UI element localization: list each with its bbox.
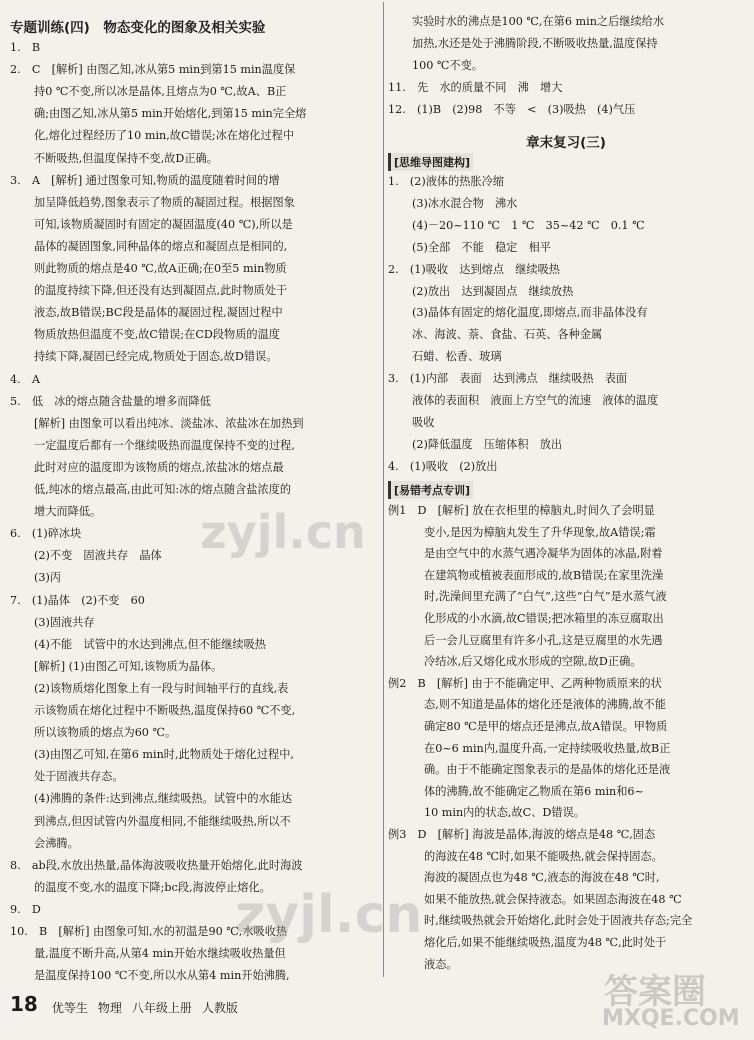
answer-line: (3)丙 <box>34 571 62 585</box>
answer-line: 确定80 ℃是甲的熔点还是沸点,故A错误。甲物质 <box>424 720 668 733</box>
answer-line: 处于固液共存态。 <box>34 770 124 784</box>
answer-line: 冰、海波、萘、食盐、石英、各种金属 <box>412 328 603 342</box>
answer-line: 持续下降,凝固已经完成,物质处于固态,故D错误。 <box>34 350 278 364</box>
answer-line: 在0~6 min内,温度升高,一定持续吸收热量,故B正 <box>424 741 671 755</box>
page-footer <box>10 990 238 1016</box>
answer-line: 确;由图乙知,冰从第5 min开始熔化,到第15 min完全熔 <box>34 107 307 121</box>
answer-line: (3)晶体有固定的熔化温度,即熔点,而非晶体没有 <box>412 306 648 320</box>
corner-watermark-top: 答案圈 <box>604 972 706 1012</box>
answer-line: 态,则不知道是晶体的熔化还是液体的沸腾,故不能 <box>424 698 667 712</box>
answer-line: 12. (1)B (2)98 不等 < (3)吸热 (4)气压 <box>388 103 636 116</box>
answer-line: 8. ab段,水放出热量,晶体海波吸收热量开始熔化,此时海波 <box>10 858 303 872</box>
answer-line: 熔化后,如果不能继续吸热,温度为48 ℃,此时处于 <box>424 936 667 949</box>
answer-line: 则此物质的熔点是40 ℃,故A正确;在0至5 min物质 <box>34 262 287 275</box>
answer-line: (4)沸腾的条件:达到沸点,继续吸热。试管中的水能达 <box>34 792 293 806</box>
answer-line: 是由空气中的水蒸气遇冷凝华为固体的冰晶,附着 <box>424 547 663 561</box>
answer-line: (2)放出 达到凝固点 继续放热 <box>412 284 574 298</box>
answer-line: 低,纯冰的熔点最高,由此可知:冰的熔点随含盐浓度的 <box>34 483 292 496</box>
footer-grade: 八年级上册 <box>131 1001 192 1015</box>
answer-line: 例2 B [解析] 由于不能确定甲、乙两种物质原来的状 <box>388 676 662 690</box>
answer-line: 3. (1)内部 表面 达到沸点 继续吸热 表面 <box>388 372 628 386</box>
section-mind-map: [思维导图建构] <box>388 153 473 171</box>
answer-line: 10 min内的状态,故C、D错误。 <box>424 806 585 820</box>
answer-line: 时,洗澡间里充满了“白气”,这些“白气”是水蒸气液 <box>424 590 667 604</box>
answer-line: 6. (1)碎冰块 <box>10 527 82 541</box>
watermark-bottom: zyjl.cn <box>235 885 423 945</box>
answer-line: 例1 D [解析] 放在衣柜里的樟脑丸,时间久了会明显 <box>388 504 655 517</box>
answer-line: 所以该物质的熔点为60 ℃。 <box>34 726 177 740</box>
answer-line: (3)冰水混合物 沸水 <box>412 196 518 210</box>
answer-line: 会沸腾。 <box>34 836 79 850</box>
answer-line: 2. C [解析] 由图乙知,冰从第5 min到第15 min温度保 <box>10 63 296 77</box>
answer-line: 此时对应的温度即为该物质的熔点,浓盐冰的熔点最 <box>34 460 284 474</box>
answer-line: 化形成的小水滴,故C错误;把冰箱里的冻豆腐取出 <box>424 612 664 625</box>
answer-line: 10. B [解析] 由图象可知,水的初温是90 ℃,水吸收热 <box>10 925 288 938</box>
answer-line: 加热,水还是处于沸腾阶段,不断吸收热量,温度保持 <box>412 37 658 50</box>
answer-line: 在建筑物或植被表面形成的,故B错误;在家里洗澡 <box>424 568 664 582</box>
answer-line: 化,熔化过程经历了10 min,故C错误;冰在熔化过程中 <box>34 129 295 143</box>
answer-line: 如果不能放热,就会保持液态。如果固态海波在48 ℃ <box>424 892 682 906</box>
answer-line: 的温度持续下降,但还没有达到凝固点,此时物质处于 <box>34 284 288 298</box>
answer-line: 液体的表面积 液面上方空气的流速 液体的温度 <box>412 394 659 407</box>
answer-line: (2)不变 固液共存 晶体 <box>34 549 162 563</box>
answer-line: 5. 低 冰的熔点随含盐量的增多而降低 <box>10 394 211 408</box>
answer-line: (5)全部 不能 稳定 相平 <box>412 240 551 254</box>
answer-line: 量,温度不断升高,从第4 min开始水继续吸收热量但 <box>34 947 286 961</box>
answer-line: 液态。 <box>424 957 458 971</box>
answer-line: 体的沸腾,故不能确定乙物质在第6 min和6~ <box>424 784 644 798</box>
answer-line: 9. D <box>10 902 41 916</box>
footer-subject: 物理 <box>97 1001 122 1015</box>
answer-line: 确。由于不能确定图象表示的是晶体的熔化还是液 <box>424 763 671 777</box>
corner-watermark-logo <box>596 964 746 1034</box>
answer-line: 100 ℃不变。 <box>412 59 483 72</box>
watermark-top: zyjl.cn <box>200 505 366 559</box>
section-title: 专题训练(四) 物态变化的图象及相关实验 <box>10 20 266 36</box>
chapter-title: 章末复习(三) <box>526 135 606 151</box>
answer-line: 晶体的凝固图象,同种晶体的熔点和凝固点是相同的, <box>34 239 288 253</box>
answer-line: [解析] (1)由图乙可知,该物质为晶体。 <box>34 659 223 673</box>
corner-watermark-bottom: MXQE.COM <box>602 1006 740 1031</box>
answer-line: 3. A [解析] 通过图象可知,物质的温度随着时间的增 <box>10 173 280 187</box>
answer-line: [解析] 由图象可以看出纯冰、淡盐冰、浓盐冰在加热到 <box>34 416 304 430</box>
answer-line: 变小,是因为樟脑丸发生了升华现象,故A错误;霜 <box>424 525 656 539</box>
answer-line: 加呈降低趋势,图象表示了物质的凝固过程。根据图象 <box>34 195 295 209</box>
answer-line: (4)－20~110 ℃ 1 ℃ 35~42 ℃ 0.1 ℃ <box>412 218 645 232</box>
answer-line: 的温度不变,水的温度下降;bc段,海波停止熔化。 <box>34 880 271 894</box>
answer-line: 可知,该物质凝固时有固定的凝固温度(40 ℃),所以是 <box>34 217 293 231</box>
footer-edition: 人教版 <box>201 1001 238 1015</box>
answer-line: (2)该物质熔化图象上有一段与时间轴平行的直线,表 <box>34 681 289 695</box>
page-number: 18 <box>10 992 38 1016</box>
answer-line: 冷结冰,后又熔化成水形成的空隙,故D正确。 <box>424 655 642 669</box>
section-error-prone: [易错考点专训] <box>388 481 473 499</box>
answer-line: 海波的凝固点也为48 ℃,液态的海波在48 ℃时, <box>424 871 660 885</box>
answer-line: 液态,故B错误;BC段是晶体的凝固过程,凝固过程中 <box>34 306 283 320</box>
answer-line: 1. B <box>10 41 41 54</box>
answer-line: (2)降低温度 压缩体积 放出 <box>412 437 563 451</box>
footer-brand: 优等生 <box>51 1001 88 1015</box>
answer-line: 实验时水的沸点是100 ℃,在第6 min之后继续给水 <box>412 15 665 28</box>
answer-line: 7. (1)晶体 (2)不变 60 <box>10 593 145 607</box>
answer-line: 石蜡、松香、玻璃 <box>412 350 502 364</box>
answer-line: 时,继续吸热就会开始熔化,此时会处于固液共存态;完全 <box>424 914 693 928</box>
answer-line: (3)由图乙可知,在第6 min时,此物质处于熔化过程中, <box>34 748 294 762</box>
answer-line: 不断吸热,但温度保持不变,故D正确。 <box>34 151 218 165</box>
answer-line: 2. (1)吸收 达到熔点 继续吸热 <box>388 262 560 276</box>
answer-line: 持0 ℃不变,所以冰是晶体,且熔点为0 ℃,故A、B正 <box>34 85 287 99</box>
answer-line: 增大而降低。 <box>34 505 102 519</box>
answer-line: 是温度保持100 ℃不变,所以水从第4 min开始沸腾, <box>34 969 290 983</box>
answer-line: 物质放热但温度不变,故C错误;在CD段物质的温度 <box>34 328 280 342</box>
answer-line: 11. 先 水的质量不同 沸 增大 <box>388 81 563 94</box>
answer-line: 1. (2)液体的热胀冷缩 <box>388 175 505 188</box>
answer-line: 到沸点,但因试管内外温度相同,不能继续吸热,所以不 <box>34 814 291 828</box>
answer-line: 示该物质在熔化过程中不断吸热,温度保持60 ℃不变, <box>34 704 296 717</box>
right-column <box>388 0 744 1040</box>
answer-line: 吸收 <box>412 415 435 429</box>
answer-line: 的海波在48 ℃时,如果不能吸热,就会保持固态。 <box>424 849 663 863</box>
answer-line: 4. (1)吸收 (2)放出 <box>388 459 498 473</box>
answer-line: 例3 D [解析] 海波是晶体,海波的熔点是48 ℃,固态 <box>388 828 656 841</box>
answer-line: 4. A <box>10 372 40 386</box>
column-divider <box>383 2 384 977</box>
answer-line: 后一会儿豆腐里有许多小孔,这是豆腐里的水先遇 <box>424 633 663 647</box>
answer-line: 一定温度后都有一个继续吸热而温度保持不变的过程, <box>34 438 295 452</box>
answer-line: (4)不能 试管中的水达到沸点,但不能继续吸热 <box>34 637 266 651</box>
answer-line: (3)固液共存 <box>34 615 95 629</box>
